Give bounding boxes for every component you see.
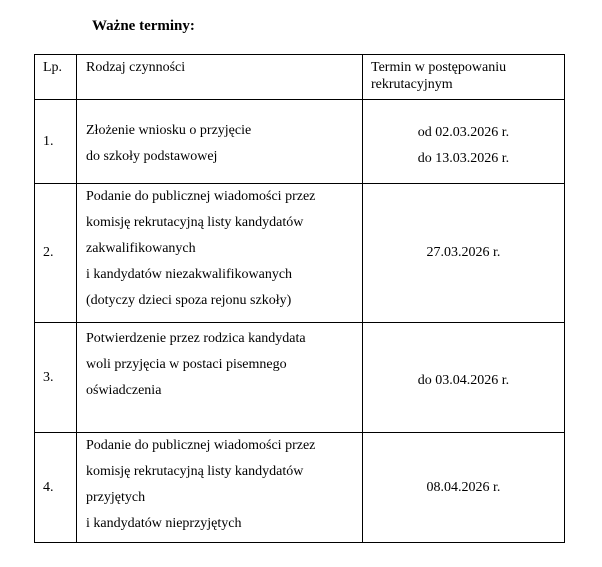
activity-line: Złożenie wniosku o przyjęcie [86,122,252,138]
table-row [35,184,565,323]
activity-line: (dotyczy dzieci spoza rejonu szkoły) [86,293,292,308]
term-cell [363,323,565,433]
term-cell [363,100,565,184]
row-number: 3. [35,323,77,433]
activity-line: woli przyjęcia w postaci pisemnego [86,357,287,372]
term-line: od 02.03.2026 r. [417,124,510,140]
row-number: 2. [35,184,77,323]
activity-line: Podanie do publicznej wiadomości przez [86,438,316,453]
term-line: do 03.04.2026 r. [417,372,510,388]
activity-line: komisję rekrutacyjną listy kandydatów [86,464,304,479]
term-cell [363,184,565,323]
activity-line: zakwalifikowanych [86,241,196,256]
activity-cell [77,433,363,543]
activity-line: do szkoły podstawowej [86,148,218,164]
table-row [35,433,565,543]
activity-line: i kandydatów nieprzyjętych [86,516,242,531]
table-header-row [35,55,565,100]
table-row [35,323,565,433]
term-cell [363,433,565,543]
column-header-term: Termin w postępowaniu rekrutacyjnym [363,55,565,100]
term-line: 27.03.2026 r. [426,245,501,260]
activity-line: oświadczenia [86,383,162,398]
activity-line: Potwierdzenie przez rodzica kandydata [86,331,306,346]
table-row [35,100,565,184]
deadlines-table [34,54,565,543]
column-header-lp: Lp. [35,55,77,100]
activity-line: i kandydatów niezakwalifikowanych [86,267,293,282]
activity-line: komisję rekrutacyjną listy kandydatów [86,215,304,230]
column-header-activity: Rodzaj czynności [77,55,363,100]
term-line: 08.04.2026 r. [426,479,501,495]
term-line: do 13.03.2026 r. [417,150,510,166]
row-number: 1. [35,100,77,184]
section-heading: Ważne terminy: [92,18,195,34]
activity-cell [77,184,363,323]
activity-cell [77,100,363,184]
row-number: 4. [35,433,77,543]
activity-line: Podanie do publicznej wiadomości przez [86,189,316,204]
activity-line: przyjętych [86,490,146,505]
activity-cell [77,323,363,433]
